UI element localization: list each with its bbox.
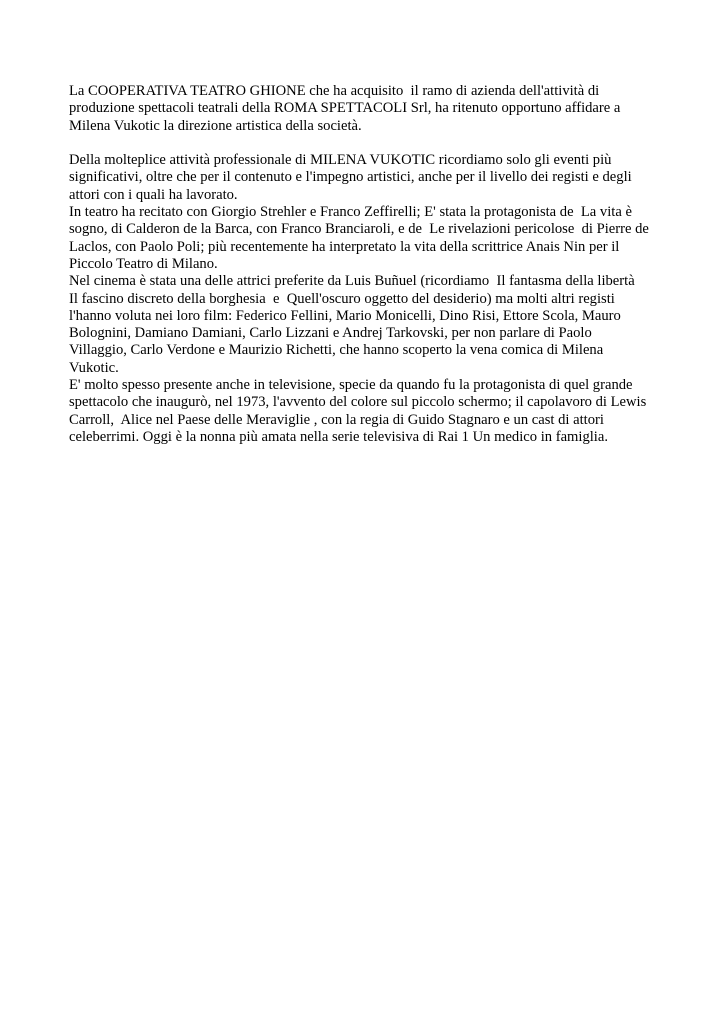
text-line: Laclos, con Paolo Poli; più recentemente ha interpretato la vita della scrittrice Anais Nin per il [69, 238, 620, 255]
paragraph-biography [69, 152, 669, 446]
text-line: E' molto spesso presente anche in televisione, specie da quando fu la protagonista di quel grande [69, 377, 633, 394]
text-line: Bolognini, Damiano Damiani, Carlo Lizzani e Andrej Tarkovski, per non parlare di Paolo [69, 325, 592, 342]
paragraph-spacer [69, 135, 669, 152]
text-line: Carroll, Alice nel Paese delle Meraviglie , con la regia di Guido Stagnaro e un cast di attori [69, 411, 604, 428]
text-line: La COOPERATIVA TEATRO GHIONE che ha acquisito il ramo di azienda dell'attività di [69, 83, 600, 99]
text-line: Milena Vukotic la direzione artistica della società. [69, 117, 362, 134]
text-line: Nel cinema è stata una delle attrici preferite da Luis Buñuel (ricordiamo Il fantasma della libertà [69, 273, 635, 290]
paragraph-cooperativa [69, 83, 669, 135]
text-line: Villaggio, Carlo Verdone e Maurizio Richetti, che hanno scoperto la vena comica di Milena [69, 342, 604, 359]
text-line: produzione spettacoli teatrali della ROMA SPETTACOLI Srl, ha ritenuto opportuno affidare a [69, 100, 621, 117]
text-line: significativi, oltre che per il contenuto e l'impegno artistici, anche per il livello dei registi e degli [69, 169, 632, 186]
text-line: l'hanno voluta nei loro film: Federico Fellini, Mario Monicelli, Dino Risi, Ettore Scola, Mauro [69, 307, 621, 324]
text-line: sogno, di Calderon de la Barca, con Franco Branciaroli, e de Le rivelazioni pericolose di Pierre de [69, 221, 649, 238]
text-line: In teatro ha recitato con Giorgio Strehler e Franco Zeffirelli; E' stata la protagonista de La vita è [69, 204, 632, 221]
text-line: Piccolo Teatro di Milano. [69, 255, 218, 272]
text-line: Il fascino discreto della borghesia e Quell'oscuro oggetto del desiderio) ma molti altri registi [69, 290, 615, 307]
document-body [69, 83, 669, 446]
text-line: Vukotic. [69, 359, 119, 376]
text-line: Della molteplice attività professionale di MILENA VUKOTIC ricordiamo solo gli eventi più [69, 152, 612, 169]
text-line: attori con i quali ha lavorato. [69, 186, 238, 203]
text-line: spettacolo che inaugurò, nel 1973, l'avvento del colore sul piccolo schermo; il capolavoro di Lewis [69, 394, 647, 411]
text-line: celeberrimi. Oggi è la nonna più amata nella serie televisiva di Rai 1 Un medico in famiglia. [69, 428, 608, 445]
